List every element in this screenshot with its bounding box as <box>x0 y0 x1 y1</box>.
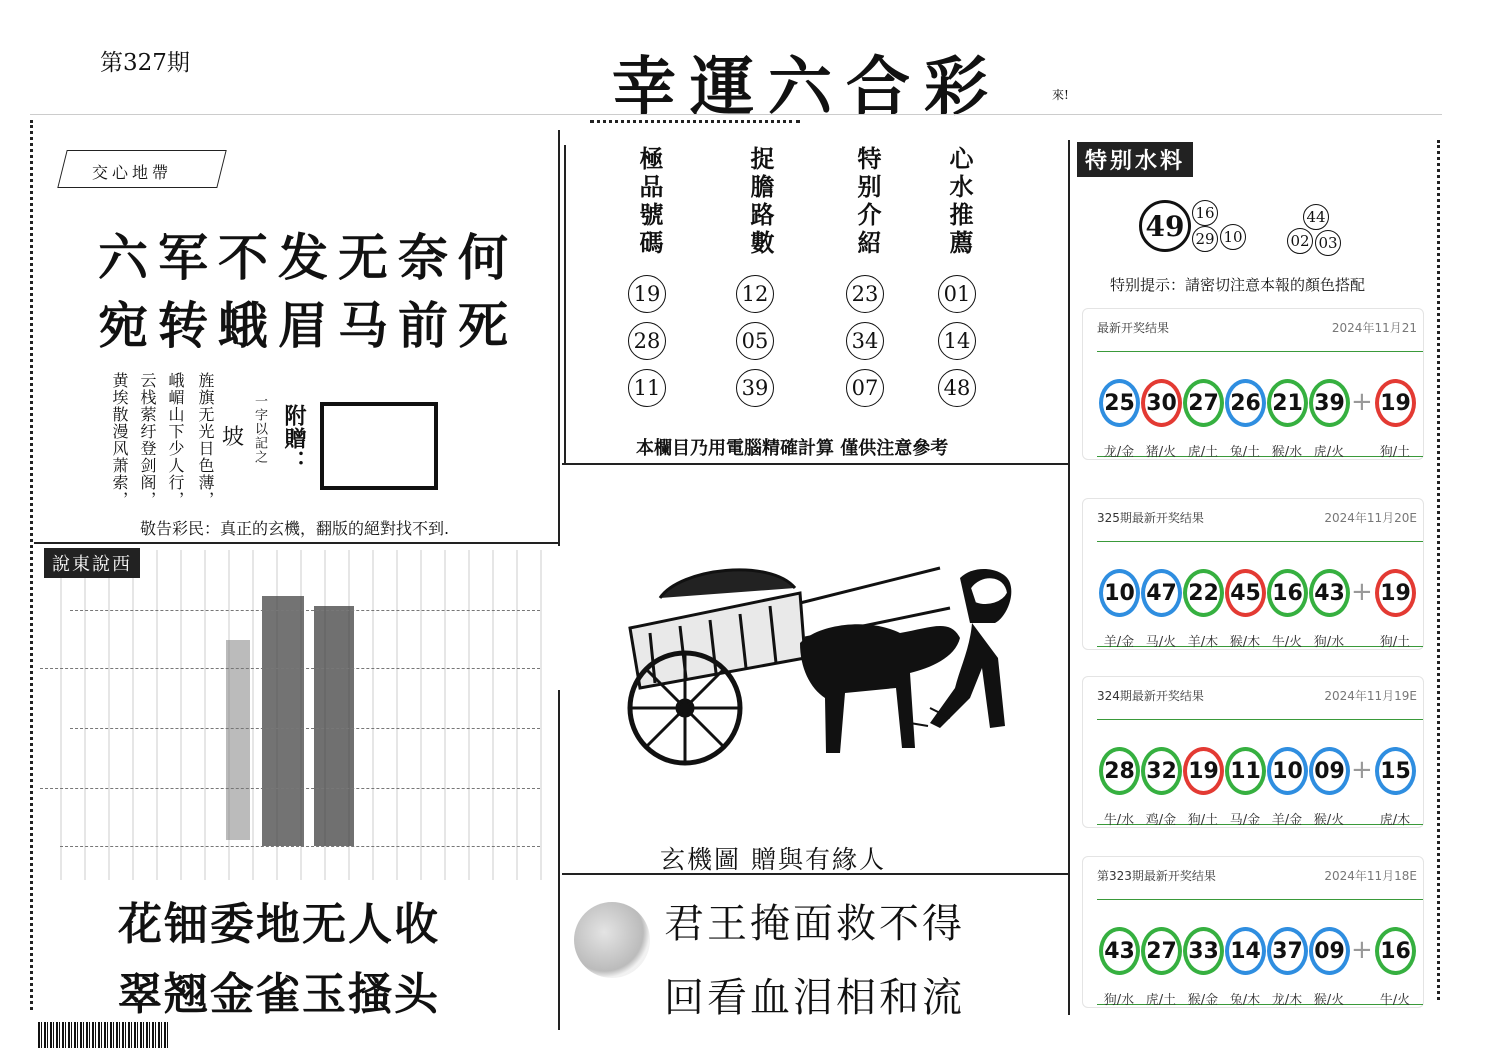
issue-number: 第327期 <box>100 50 190 76</box>
zodiac-label: 兔/土 <box>1229 445 1261 460</box>
result-card <box>1082 498 1424 650</box>
zodiac-label: 牛/火 <box>1379 993 1411 1008</box>
page-title: 幸運六合彩 <box>612 50 1002 125</box>
special-ball: 19 <box>1375 379 1416 427</box>
small-number: 02 <box>1287 228 1313 254</box>
result-ball: 45 <box>1225 569 1266 617</box>
zodiac-label: 虎/木 <box>1379 813 1411 828</box>
card-rule <box>1097 899 1423 900</box>
divider <box>558 690 560 1030</box>
column-number: 11 <box>628 369 666 407</box>
zodiac-label: 狗/土 <box>1187 813 1219 828</box>
scan-text-line <box>60 846 540 847</box>
zodiac-label: 猴/火 <box>1313 813 1345 828</box>
poem-line-1: 六军不发无奈何 <box>98 229 518 287</box>
column-number: 28 <box>628 322 666 360</box>
vine-ornament-top <box>590 120 800 123</box>
result-card <box>1082 856 1424 1008</box>
column-number: 01 <box>938 275 976 313</box>
zodiac-label: 牛/水 <box>1103 813 1135 828</box>
result-ball: 22 <box>1183 569 1224 617</box>
warning-text: 敬告彩民：真正的玄機，翻版的絕對找不到. <box>140 519 450 538</box>
column-number: 12 <box>736 275 774 313</box>
poem-line-2: 宛转蛾眉马前死 <box>98 297 518 355</box>
zodiac-label: 龙/木 <box>1271 993 1303 1008</box>
result-ball: 43 <box>1309 569 1350 617</box>
result-ball: 16 <box>1267 569 1308 617</box>
verse-col-4: 黄埃散漫风萧索， <box>110 372 129 508</box>
zodiac-label: 马/金 <box>1229 813 1261 828</box>
card-rule <box>1097 351 1423 352</box>
zodiac-label: 狗/土 <box>1379 635 1411 650</box>
plus-icon: + <box>1351 935 1373 965</box>
zodiac-label: 羊/金 <box>1103 635 1135 650</box>
column-number: 23 <box>846 275 884 313</box>
poem-bottom-line-2: 翠翘金雀玉搔头 <box>118 969 440 1020</box>
result-ball: 27 <box>1183 379 1224 427</box>
zodiac-label: 狗/水 <box>1103 993 1135 1008</box>
hint-label: 一字以記之 <box>252 394 267 464</box>
zodiac-label: 牛/火 <box>1271 635 1303 650</box>
vine-border-right <box>1437 140 1444 1000</box>
result-date: 2024年11月20E <box>1324 511 1417 525</box>
zodiac-label: 龙/金 <box>1103 445 1135 460</box>
column-head-3: 特别介紹 <box>853 146 882 258</box>
zodiac-label: 羊/金 <box>1271 813 1303 828</box>
result-date: 2024年11月18E <box>1324 869 1417 883</box>
result-ball: 11 <box>1225 747 1266 795</box>
result-ball: 14 <box>1225 927 1266 975</box>
result-ball: 37 <box>1267 927 1308 975</box>
result-ball: 30 <box>1141 379 1182 427</box>
result-ball: 26 <box>1225 379 1266 427</box>
title-tail: 來! <box>1052 88 1069 102</box>
zodiac-label: 兔/木 <box>1229 993 1261 1008</box>
section-tag: 交心地帶 <box>92 163 173 182</box>
gift-label: 附贈： <box>281 404 307 473</box>
column-number: 14 <box>938 322 976 360</box>
zodiac-label: 猴/水 <box>1271 445 1303 460</box>
plus-icon: + <box>1351 387 1373 417</box>
result-ball: 19 <box>1183 747 1224 795</box>
result-ball: 32 <box>1141 747 1182 795</box>
result-ball: 43 <box>1099 927 1140 975</box>
result-ball: 47 <box>1141 569 1182 617</box>
special-ball: 15 <box>1375 747 1416 795</box>
horse-cart-illustration <box>610 548 1040 778</box>
color-hint: 特别提示：請密切注意本報的顏色搭配 <box>1110 276 1366 294</box>
plus-icon: + <box>1351 577 1373 607</box>
yin-yang-icon <box>574 902 650 978</box>
zodiac-label: 虎/土 <box>1145 993 1177 1008</box>
result-ball: 25 <box>1099 379 1140 427</box>
scan-text-line <box>40 668 540 669</box>
zodiac-label: 狗/水 <box>1313 635 1345 650</box>
plus-icon: + <box>1351 755 1373 785</box>
gift-box <box>320 402 438 490</box>
result-date: 2024年11月19E <box>1324 689 1417 703</box>
column-head-1: 極品號碼 <box>635 146 664 258</box>
result-ball: 09 <box>1309 927 1350 975</box>
result-title: 324期最新开奖结果 <box>1097 689 1204 703</box>
card-rule <box>1097 719 1423 720</box>
result-ball: 10 <box>1267 747 1308 795</box>
verse-col-2: 峨嵋山下少人行， <box>166 372 185 508</box>
zodiac-label: 猴/金 <box>1187 993 1219 1008</box>
zodiac-label: 鸡/金 <box>1145 813 1177 828</box>
poem-center-line-2: 回看血泪相和流 <box>664 975 965 1021</box>
result-title: 最新开奖结果 <box>1097 321 1170 335</box>
result-title: 第323期最新开奖结果 <box>1097 869 1216 883</box>
section-tag-2: 說東說西 <box>44 548 140 578</box>
result-ball: 28 <box>1099 747 1140 795</box>
poem-bottom-line-1: 花钿委地无人收 <box>118 899 440 950</box>
result-date: 2024年11月21 <box>1331 321 1417 335</box>
result-ball: 39 <box>1309 379 1350 427</box>
scan-shadow <box>262 596 304 846</box>
small-number: 44 <box>1303 204 1329 230</box>
divider <box>558 130 560 546</box>
small-number: 16 <box>1192 200 1218 226</box>
zodiac-label: 狗/土 <box>1379 445 1411 460</box>
barcode <box>38 1022 170 1048</box>
hint-char: 坡 <box>222 425 245 450</box>
vine-border-left <box>30 120 37 1010</box>
result-ball: 33 <box>1183 927 1224 975</box>
zodiac-label: 虎/土 <box>1187 445 1219 460</box>
divider <box>564 145 566 465</box>
column-head-2: 捉膽路數 <box>746 146 775 258</box>
top-rule <box>30 114 1442 115</box>
small-number: 10 <box>1220 224 1246 250</box>
zodiac-label: 猴/火 <box>1313 993 1345 1008</box>
column-head-4: 心水推薦 <box>945 146 974 258</box>
section-tag-3: 特别水料 <box>1077 142 1193 177</box>
verse-col-3: 云栈萦纡登剑阁， <box>138 372 157 508</box>
verse-col-1: 旌旗无光日色薄， <box>196 372 215 508</box>
zodiac-label: 羊/木 <box>1187 635 1219 650</box>
main-number: 49 <box>1139 200 1191 252</box>
small-number: 03 <box>1315 230 1341 256</box>
column-number: 07 <box>846 369 884 407</box>
special-ball: 16 <box>1375 927 1416 975</box>
poem-center-line-1: 君王掩面救不得 <box>664 901 965 947</box>
divider <box>34 542 558 544</box>
divider <box>1068 140 1070 1015</box>
special-ball: 19 <box>1375 569 1416 617</box>
picture-caption: 玄機圖 贈與有緣人 <box>660 845 886 874</box>
result-ball: 27 <box>1141 927 1182 975</box>
zodiac-label: 猴/木 <box>1229 635 1261 650</box>
column-number: 19 <box>628 275 666 313</box>
zodiac-label: 虎/火 <box>1313 445 1345 460</box>
result-ball: 10 <box>1099 569 1140 617</box>
column-number: 05 <box>736 322 774 360</box>
scan-text-line <box>70 610 540 611</box>
scan-text-line <box>70 728 540 729</box>
column-number: 48 <box>938 369 976 407</box>
scan-shadow <box>314 606 354 846</box>
result-card <box>1082 308 1424 460</box>
card-rule <box>1097 541 1423 542</box>
divider <box>562 463 1070 465</box>
column-number: 39 <box>736 369 774 407</box>
zodiac-label: 马/火 <box>1145 635 1177 650</box>
columns-note: 本欄目乃用電腦精確計算 僅供注意參考 <box>636 438 949 459</box>
small-number: 29 <box>1192 226 1218 252</box>
column-number: 34 <box>846 322 884 360</box>
result-card <box>1082 676 1424 828</box>
result-title: 325期最新开奖结果 <box>1097 511 1204 525</box>
scan-text-line <box>40 788 540 789</box>
scan-shadow <box>226 640 250 840</box>
result-ball: 21 <box>1267 379 1308 427</box>
result-ball: 09 <box>1309 747 1350 795</box>
zodiac-label: 猪/火 <box>1145 445 1177 460</box>
